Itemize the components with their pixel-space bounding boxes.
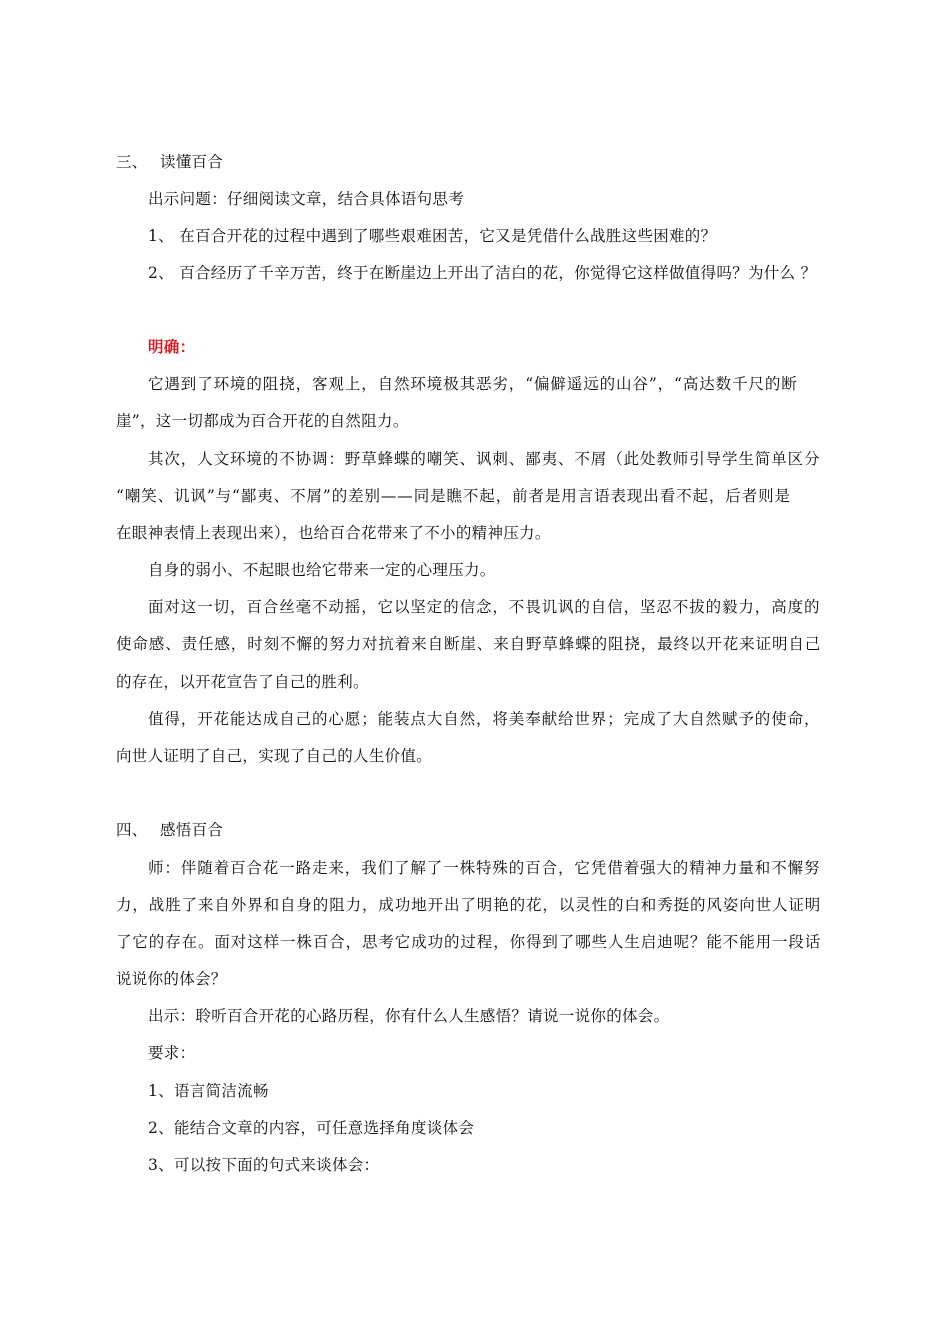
answer-paragraph-5-line-2: 向世人证明了自己，实现了自己的人生价值。 xyxy=(116,747,433,765)
answer-label: 明确： xyxy=(148,337,196,356)
question-1: 1、 在百合开花的过程中遇到了哪些艰难困苦，它又是凭借什么战胜这些困难的？ xyxy=(148,227,717,245)
answer-paragraph-4-line-1: 面对这一切，百合丝毫不动摇，它以坚定的信念，不畏讥讽的自信，坚忍不拔的毅力，高度的 xyxy=(148,598,821,616)
answer-paragraph-4-line-2: 使命感、责任感，时刻不懈的努力对抗着来自断崖、来自野草蜂蝶的阻挠，最终以开花来证明自己 xyxy=(116,635,822,653)
answer-paragraph-5-line-1: 值得，开花能达成自己的心愿；能装点大自然，将美奉献给世界；完成了大自然赋予的使命， xyxy=(148,710,821,728)
requirement-3: 3、可以按下面的句式来谈体会： xyxy=(148,1156,380,1174)
requirement-1: 1、语言简洁流畅 xyxy=(148,1082,269,1100)
answer-paragraph-2-line-1: 其次，人文环境的不协调：野草蜂蝶的嘲笑、讽刺、鄙夷、不屑（此处教师引导学生简单区分 xyxy=(148,450,821,468)
requirement-2: 2、能结合文章的内容，可任意选择角度谈体会 xyxy=(148,1119,475,1137)
question-2: 2、 百合经历了千辛万苦，终于在断崖边上开出了洁白的花，你觉得它这样做值得吗？为什么 ？ xyxy=(148,264,817,282)
answer-paragraph-3: 自身的弱小、不起眼也给它带来一定的心理压力。 xyxy=(148,561,496,579)
answer-paragraph-2-line-2: “嘲笑、讥讽”与“鄙夷、不屑”的差别——同是瞧不起，前者是用言语表现出看不起，后者则是 xyxy=(116,487,791,505)
section-3-heading xyxy=(116,152,223,172)
section-4-number: 四、 xyxy=(116,821,148,839)
section-4-title: 感悟百合 xyxy=(160,821,224,839)
teacher-paragraph-line-1: 师：伴随着百合花一路走来，我们了解了一株特殊的百合，它凭借着强大的精神力量和不懈努 xyxy=(148,859,821,877)
section-4-heading xyxy=(116,820,223,840)
answer-paragraph-4-line-3: 的存在，以开花宣告了自己的胜利。 xyxy=(116,673,369,691)
answer-paragraph-2-line-3: 在眼神表情上表现出来），也给百合花带来了不小的精神压力。 xyxy=(116,524,551,542)
requirements-label: 要求： xyxy=(148,1044,196,1062)
section-3-number: 三、 xyxy=(116,153,148,171)
teacher-paragraph-line-3: 了它的存在。面对这样一株百合，思考它成功的过程，你得到了哪些人生启迪呢？能不能用一段话 xyxy=(116,933,822,951)
teacher-paragraph-line-4: 说说你的体会？ xyxy=(116,970,227,988)
show-prompt: 出示：聆听百合开花的心路历程，你有什么人生感悟？请说一说你的体会。 xyxy=(148,1007,670,1025)
question-prompt: 出示问题：仔细阅读文章，结合具体语句思考 xyxy=(148,190,465,208)
answer-paragraph-1-line-2: 崖”，这一切都成为百合开花的自然阻力。 xyxy=(116,412,409,430)
teacher-paragraph-line-2: 力，战胜了来自外界和自身的阻力，成功地开出了明艳的花，以灵性的白和秀挺的风姿向世人证明 xyxy=(116,896,822,914)
section-3-title: 读懂百合 xyxy=(160,153,224,171)
answer-paragraph-1-line-1: 它遇到了环境的阻挠，客观上，自然环境极其恶劣，“偏僻遥远的山谷”，“高达数千尺的断 xyxy=(148,375,798,393)
